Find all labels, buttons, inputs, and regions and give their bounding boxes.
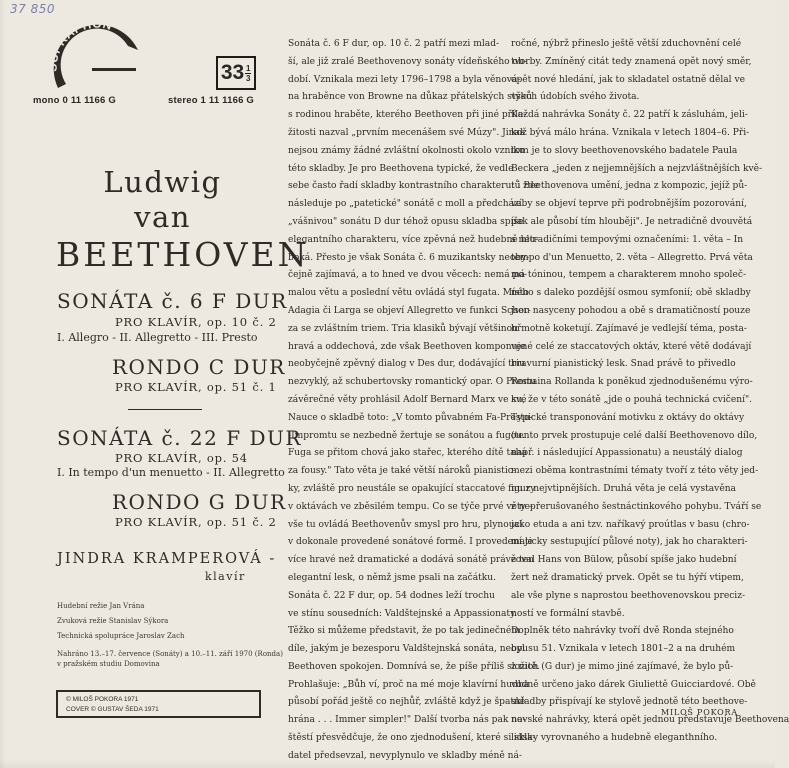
liner-notes-line: této skladby. Je pro Beethovena typické, že vedle — [288, 163, 514, 174]
section-divider — [128, 409, 202, 410]
liner-notes-line: v dokonale provedené sonátové formě. I provedení je — [288, 537, 533, 548]
liner-notes-line: pak ale působí tím hlouběji". Je netradičně dvouvětá — [511, 216, 753, 227]
credit-line: Nahráno 13.–17. července (Sonáty) a 10.–11. září 1970 (Ronda) — [57, 650, 283, 658]
liner-notes-line: zoval Hans von Bülow, působí spíše jako hudební — [511, 555, 737, 566]
liner-notes-line: žitosti nazval „prvním mecenášem své Múzy". Jinak — [288, 127, 526, 138]
liner-notes-line: závěrečné věty prohlásil Adolf Bernard Marx ve své — [288, 394, 527, 405]
work-subtitle: PRO KLAVÍR, op. 51 č. 1 — [115, 380, 277, 394]
liner-notes-line: žert než dramatický prvek. Opět se tu hýří vtipem, — [511, 572, 744, 583]
supraphon-logo — [52, 22, 142, 92]
composer-last-name: BEETHOVEN — [56, 235, 310, 274]
liner-notes-line: nezvyklý, až schubertovsky romantický opar. O Prestu — [288, 377, 537, 388]
liner-notes-line: za fousy." Tato věta je také větší nároků pianistic- — [288, 466, 516, 477]
composer-particle: van — [134, 200, 191, 234]
liner-notes-line: Prohlašuje: „Bůh ví, proč na mé moje klavírní hudba — [288, 679, 530, 690]
liner-notes-line: na hraběnce von Browne na důkaz přátelských styků — [288, 92, 532, 103]
liner-notes-line: tom je to slovy beethovenovského badatele Paula — [511, 145, 738, 156]
liner-notes-line: skladby přispívají ke stylově jednotě této beethove- — [511, 697, 748, 708]
svg-text:SUPRAPHON — [52, 22, 114, 72]
liner-notes-signature: MILOŠ POKORA — [661, 708, 738, 717]
liner-notes-line: ností ve formální stavbě. — [511, 608, 625, 619]
liner-notes-line: Romaina Rollanda k poněkud zjednodušenému výro- — [511, 377, 753, 388]
work-title: RONDO C DUR — [112, 355, 286, 379]
liner-notes-line: v oktávách ve zběsilém tempu. Co se týče prvé věty – — [288, 501, 534, 512]
handwritten-note: 37 850 — [10, 2, 55, 16]
liner-notes-line: ky, zvláště pro neustále se opakující staccatové figury — [288, 483, 536, 494]
stereo-catalog-number: stereo 1 11 1166 G — [168, 95, 254, 106]
work-subtitle: PRO KLAVÍR, op. 10 č. 2 — [115, 315, 277, 329]
liner-notes-line: opusu 51. Vznikala v letech 1801–2 a na druhém — [511, 644, 736, 655]
liner-notes-line: tvorby. Zmíněný citát tedy znamená opět nový směr, — [511, 56, 752, 67]
liner-notes-column-2 — [511, 36, 789, 748]
work-subtitle: PRO KLAVÍR, op. 54 — [115, 451, 248, 465]
liner-notes-line: hřmotně koketují. Zajímavé je vedlejší téma, posta- — [511, 323, 747, 334]
liner-notes-line: Těžko si můžeme představit, že po tak jedinečném — [288, 626, 520, 637]
work-movements: I. In tempo d'un menuetto - II. Allegretto — [57, 466, 285, 479]
work-subtitle: PRO KLAVÍR, op. 51 č. 2 — [115, 515, 277, 529]
liner-notes-line: Typické transponování motivku z oktávy do oktávy — [511, 412, 745, 423]
liner-notes-line: ného s daleko pozdější osmou symfonií; obě skladby — [511, 288, 751, 299]
performer-name: JINDRA KRAMPEROVÁ - — [57, 551, 277, 567]
liner-notes-line: s netradičními tempovými označeními: 1. věta – In — [511, 234, 744, 245]
liner-notes-line: má tóninou, tempem a charakterem mnoho společ- — [511, 270, 747, 281]
liner-notes-line: mezi oběma kontrastními tématy tvoří z této věty jed- — [511, 466, 759, 477]
liner-notes-line: malou větu a poslední větu ovládá styl fugata. Místo — [288, 288, 529, 299]
liner-notes-line: více hravé než dramatické a dodává sonátě právě ten — [288, 555, 534, 566]
liner-notes-line: tů Beethovenova umění, jedna z kompozic, jejíž pů- — [511, 181, 748, 192]
liner-notes-line: tempo d'un Menuetto, 2. věta – Allegretto. Prvá věta — [511, 252, 753, 263]
liner-notes-line: Fuga se přitom chová jako stařec, kterého dítě tahá — [288, 448, 527, 459]
performer-instrument: klavír — [205, 570, 246, 583]
mono-catalog-number: mono 0 11 1166 G — [33, 95, 116, 106]
copyright-line: COVER © GUSTAV ŠEDA 1971 — [66, 706, 159, 713]
liner-notes-line: ší, ale již zralé Beethovenovy sonáty vídeňského ob- — [288, 56, 527, 67]
liner-notes-line: všech údobích svého života. — [511, 92, 640, 103]
liner-notes-line: bravurní pianistický lesk. Snad právě to přivedlo — [511, 359, 736, 370]
liner-notes-line: kož bývá málo hrána. Vznikala v letech 1804–6. Při- — [511, 127, 750, 138]
liner-notes-line: vodně určeno jako dárek Giuliettě Guicciardové. Obě — [511, 679, 756, 690]
liner-notes-line: Nauce o skladbě toto: „V tomto půvabném Fa-Presto- — [288, 412, 533, 423]
liner-notes-line: jsou nasyceny pohodou a obě s dramatičností pouze — [511, 305, 751, 316]
speed-number: 33 — [220, 61, 245, 84]
liner-notes-line: štěstí přesvědčuje, že ono zjednodušení, které si skla- — [288, 733, 536, 744]
liner-notes-line: ku, že v této sonátě „jde o pouhá technická cvičení". — [511, 394, 753, 405]
liner-notes-line: z nepřerušovaného šestnáctinkového pohybu. Tváří se — [511, 501, 762, 512]
liner-notes-line: díle, jakým je bezesporu Valdštejnská sonáta, nebyl — [288, 644, 525, 655]
speed-badge — [216, 56, 256, 90]
liner-notes-line: čejně zajímavá, a to hned ve dvou věcech: nemá po- — [288, 270, 527, 281]
logo-text: RAPHON — [53, 22, 114, 49]
liner-notes-line: dobí. Vznikala mezi lety 1796–1798 a byla věnová- — [288, 74, 521, 85]
liner-notes-line: ve stínu sousedních: Valdštejnské a Appassionaty. — [288, 608, 517, 619]
liner-notes-line: jako etuda a ani tzv. naříkavý proútlas v basu (chro- — [511, 519, 750, 530]
liner-notes-line: lidsky vyrovnaného a hudebně eleganthního. — [511, 733, 718, 744]
speed-fraction-top: 1 — [245, 63, 251, 73]
liner-notes-line: datel předsevzal, nevyplynulo ve skladby méně ná- — [288, 750, 522, 761]
liner-notes-line: hrána . . . Immer simpler!" Další tvorba nás pak na- — [288, 715, 526, 726]
liner-notes-line: novské nahrávky, která opět jednou představuje Beethovena — [511, 715, 789, 726]
liner-notes-line: opět nové hledání, jak to skladatel ostatně dělal ve — [511, 74, 745, 85]
liner-notes-line: boká. Přesto je však Sonáta č. 6 muzikantsky neoby- — [288, 252, 530, 263]
credit-line: Hudební režie Jan Vrána — [57, 602, 145, 610]
liner-notes-line: ale vše plyne s naprostou beethovenovskou preciz- — [511, 590, 746, 601]
liner-notes-line: maticky sestupující půlové noty), jak ho charakteri- — [511, 537, 748, 548]
credit-line: Technická spolupráce Jaroslav Zach — [57, 632, 185, 640]
liner-notes-line: nu z nejvtipnějších. Druhá věta je celá vystavěna — [511, 483, 736, 494]
liner-notes-line: sebe často řadí skladby kontrastního charakteru: i zde — [288, 181, 540, 192]
liner-notes-line: elegantní lesk, o němž jsme psali na začátku. — [288, 572, 497, 583]
liner-notes-line: vše tu ovládá Beethovenův smysl pro hru, plynoucí — [288, 519, 523, 530]
liner-notes-line: např. i následující Appassionatu) a neustálý dialog — [511, 448, 743, 459]
liner-notes-line: neobyčejně zpěvný dialog v Des dur, dodávající triu — [288, 359, 525, 370]
speed-fraction-bottom: 3 — [245, 73, 251, 83]
liner-notes-line: s rodinou hraběte, kterého Beethoven při jiné příle- — [288, 110, 527, 121]
liner-notes-line: (tento prvek prostupuje celé další Beethovenovo dílo, — [511, 430, 758, 441]
credit-line: v pražském studiu Domovina — [57, 660, 160, 668]
liner-notes-line: -Impromtu se nezbedně žertuje se sonátou a fugou. — [288, 430, 526, 441]
credit-line: Zvuková režie Stanislav Sýkora — [57, 617, 169, 625]
liner-notes-line: Adagia či Larga se objeví Allegretto ve funkci Scher- — [288, 305, 531, 316]
liner-notes-line: Beckera „jeden z nejjemnějších a nejzvláštnějších kvě- — [511, 163, 763, 174]
liner-notes-line: vené celé ze staccatových oktáv, které větě dodávají — [511, 341, 752, 352]
liner-notes-line: nejsou známy žádné zvláštní okolnosti okolo vzniku — [288, 145, 525, 156]
liner-notes-line: Sonáta č. 22 F dur, op. 54 dodnes leží trochu — [288, 590, 495, 601]
copyright-line: © MILOŠ POKORA 1971 — [66, 696, 139, 703]
liner-notes-line: Sonáta č. 6 F dur, op. 10 č. 2 patří mezi mlad- — [288, 39, 500, 49]
work-title: SONÁTA č. 6 F DUR — [57, 289, 288, 313]
liner-notes-line: Každá nahrávka Sonáty č. 22 patří k zásluhám, jeli- — [511, 110, 748, 121]
work-movements: I. Allegro - II. Allegretto - III. Presto — [57, 331, 258, 344]
liner-notes-column-1 — [288, 36, 540, 766]
speed-fraction — [245, 64, 251, 83]
copyright-box — [56, 690, 261, 718]
liner-notes-line: „vášnivou" sonátu D dur téhož opusu skladba spíše — [288, 216, 524, 227]
liner-notes-line: následuje po „patetické" sonátě c moll a předchází — [288, 199, 522, 210]
liner-notes-line: ročné, nýbrž přineslo ještě větší zduchovnění celé — [511, 39, 742, 49]
liner-notes-line: elegantního charakteru, více zpěvná než hudebně hlu- — [288, 234, 539, 245]
work-title: SONÁTA č. 22 F DUR — [57, 426, 302, 450]
liner-notes-line: za se zvláštním triem. Tria klasiků bývají většinou — [288, 323, 518, 334]
liner-notes-line: působí pořád ještě co nejhůř, zvláště když je špatně — [288, 697, 526, 708]
liner-notes-line: Doplněk této nahrávky tvoří dvě Ronda stejného — [511, 626, 734, 637]
liner-notes-line: hravá a oddechová, zde však Beethoven komponuje — [288, 341, 526, 352]
liner-notes-line: z nich (G dur) je mimo jiné zajímavé, že bylo pů- — [511, 661, 734, 672]
liner-notes-line: Beethoven spokojen. Domnívá se, že píše příliš složitě. — [288, 661, 540, 672]
work-title: RONDO G DUR — [112, 490, 287, 514]
liner-notes-line: vaby se objeví teprve při podrobnějším pozorování, — [511, 199, 747, 210]
composer-first-name: Ludwig — [103, 165, 222, 199]
